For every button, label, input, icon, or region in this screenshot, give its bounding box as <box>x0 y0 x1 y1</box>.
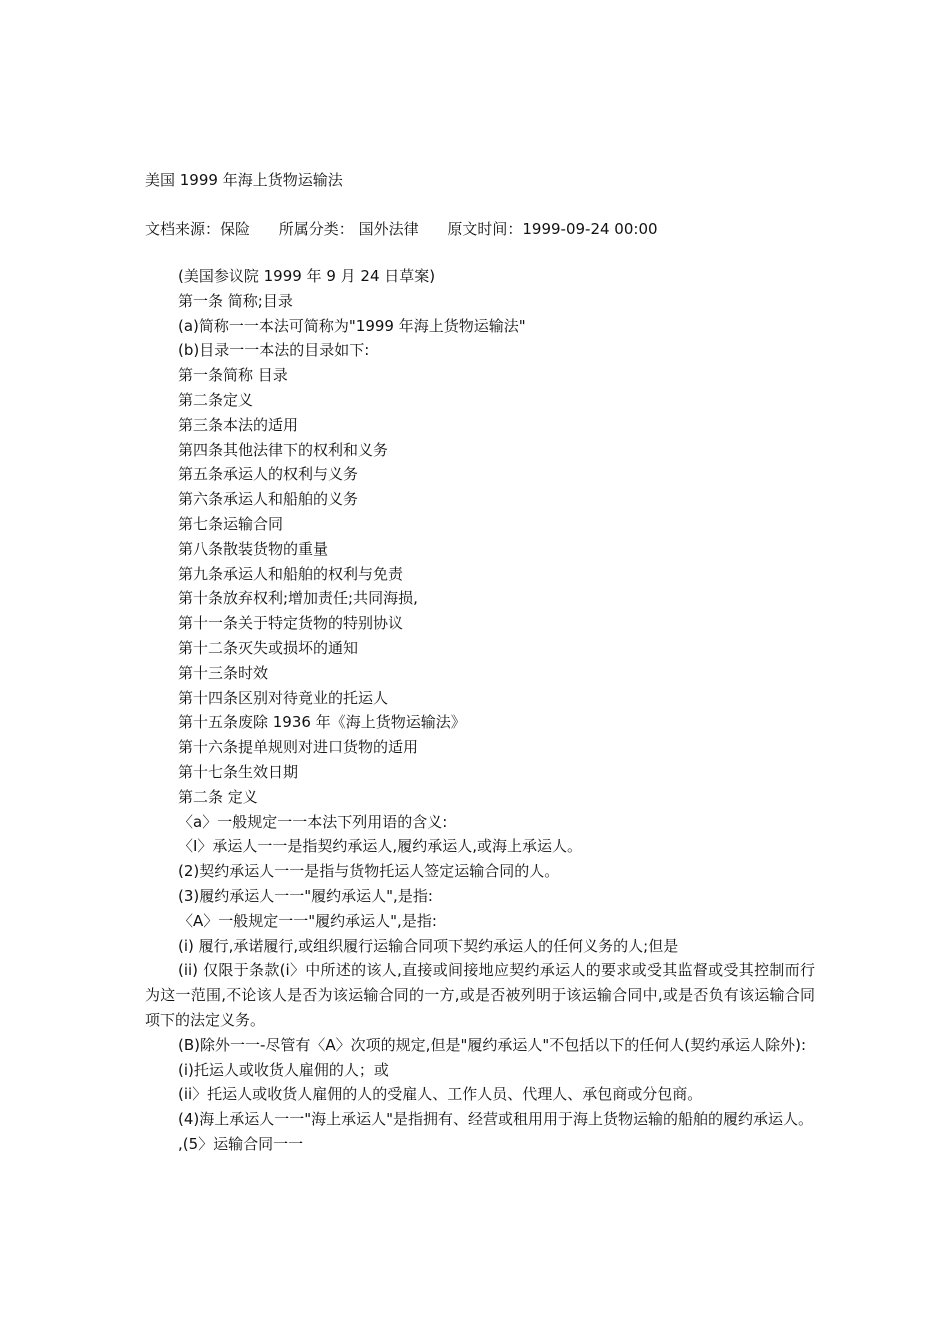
body-line: 第十七条生效日期 <box>178 762 299 781</box>
body-line: (4)海上承运人一一"海上承运人"是指拥有、经营或租用用于海上货物运输的船舶的履约承运人。 <box>178 1110 814 1129</box>
body-line: 第十六条提单规则对进口货物的适用 <box>178 738 419 757</box>
body-line: 第二条定义 <box>178 390 254 409</box>
body-line: 第十二条灭失或损坏的通知 <box>178 638 359 657</box>
body-line: (3)履约承运人一一"履约承运人",是指: <box>178 886 433 905</box>
body-line: 〈I〉承运人一一是指契约承运人,履约承运人,或海上承运人。 <box>178 837 582 856</box>
body-line: (i) 履行,承诺履行,或组织履行运输合同项下契约承运人的任何义务的人;但是 <box>178 936 679 955</box>
body-line: 第二条 定义 <box>178 787 258 806</box>
body-line: (i)托运人或收货人雇佣的人；或 <box>178 1060 389 1079</box>
body-line: 第八条散装货物的重量 <box>178 539 329 558</box>
body-line: 第一条简称 目录 <box>178 366 288 385</box>
document-title: 美国 1999 年海上货物运输法 <box>145 171 343 189</box>
body-line: 第五条承运人的权利与义务 <box>178 465 359 484</box>
meta-source: 文档来源：保险 <box>145 220 251 238</box>
body-line: 第十条放弃权利;增加责任;共同海损, <box>178 589 418 608</box>
document-body <box>145 264 815 1157</box>
body-line: (b)目录一一本法的目录如下: <box>178 341 370 360</box>
body-line: 第十三条时效 <box>178 663 269 682</box>
document-meta <box>145 217 682 241</box>
body-line: 第十一条关于特定货物的特别协议 <box>178 614 404 633</box>
body-line: (a)简称一一本法可简称为"1999 年海上货物运输法" <box>178 316 526 335</box>
body-line: 第三条本法的适用 <box>178 415 299 434</box>
body-line: 第七条运输合同 <box>178 514 284 533</box>
body-line: (美国参议院 1999 年 9 月 24 日草案) <box>178 267 436 285</box>
body-line: 第十五条废除 1936 年《海上货物运输法》 <box>178 713 466 732</box>
body-line: 第九条承运人和船舶的权利与免责 <box>178 564 404 583</box>
body-line: (B)除外一一-尽管有〈A〉次项的规定,但是"履约承运人"不包括以下的任何人(契约承运人除外): <box>178 1035 806 1054</box>
meta-category: 所属分类： 国外法律 <box>278 220 419 238</box>
meta-time: 原文时间：1999-09-24 00:00 <box>447 220 658 238</box>
body-line: 第一条 简称;目录 <box>178 291 293 310</box>
body-line: 〈A〉一般规定一一"履约承运人",是指: <box>178 911 437 930</box>
body-line: (ii) 仅限于条款(i〉中所述的该人,直接或间接地应契约承运人的要求或受其监督或受其控制而行为这一范围,不论该人是否为该运输合同的一方,或是否被列明于该运输合同中,或是否负有该运输合同项下的法定义务。 <box>145 961 815 1029</box>
body-line: ,(5〉运输合同一一 <box>178 1134 304 1153</box>
body-line: 第六条承运人和船舶的义务 <box>178 490 359 509</box>
body-line: (2)契约承运人一一是指与货物托运人签定运输合同的人。 <box>178 862 560 881</box>
body-line: 第四条其他法律下的权利和义务 <box>178 440 389 459</box>
body-line: (ii〉托运人或收货人雇佣的人的受雇人、工作人员、代理人、承包商或分包商。 <box>178 1085 703 1104</box>
body-line: 〈a〉一般规定一一本法下列用语的含义: <box>178 812 448 831</box>
body-line: 第十四条区别对待竟业的托运人 <box>178 688 389 707</box>
